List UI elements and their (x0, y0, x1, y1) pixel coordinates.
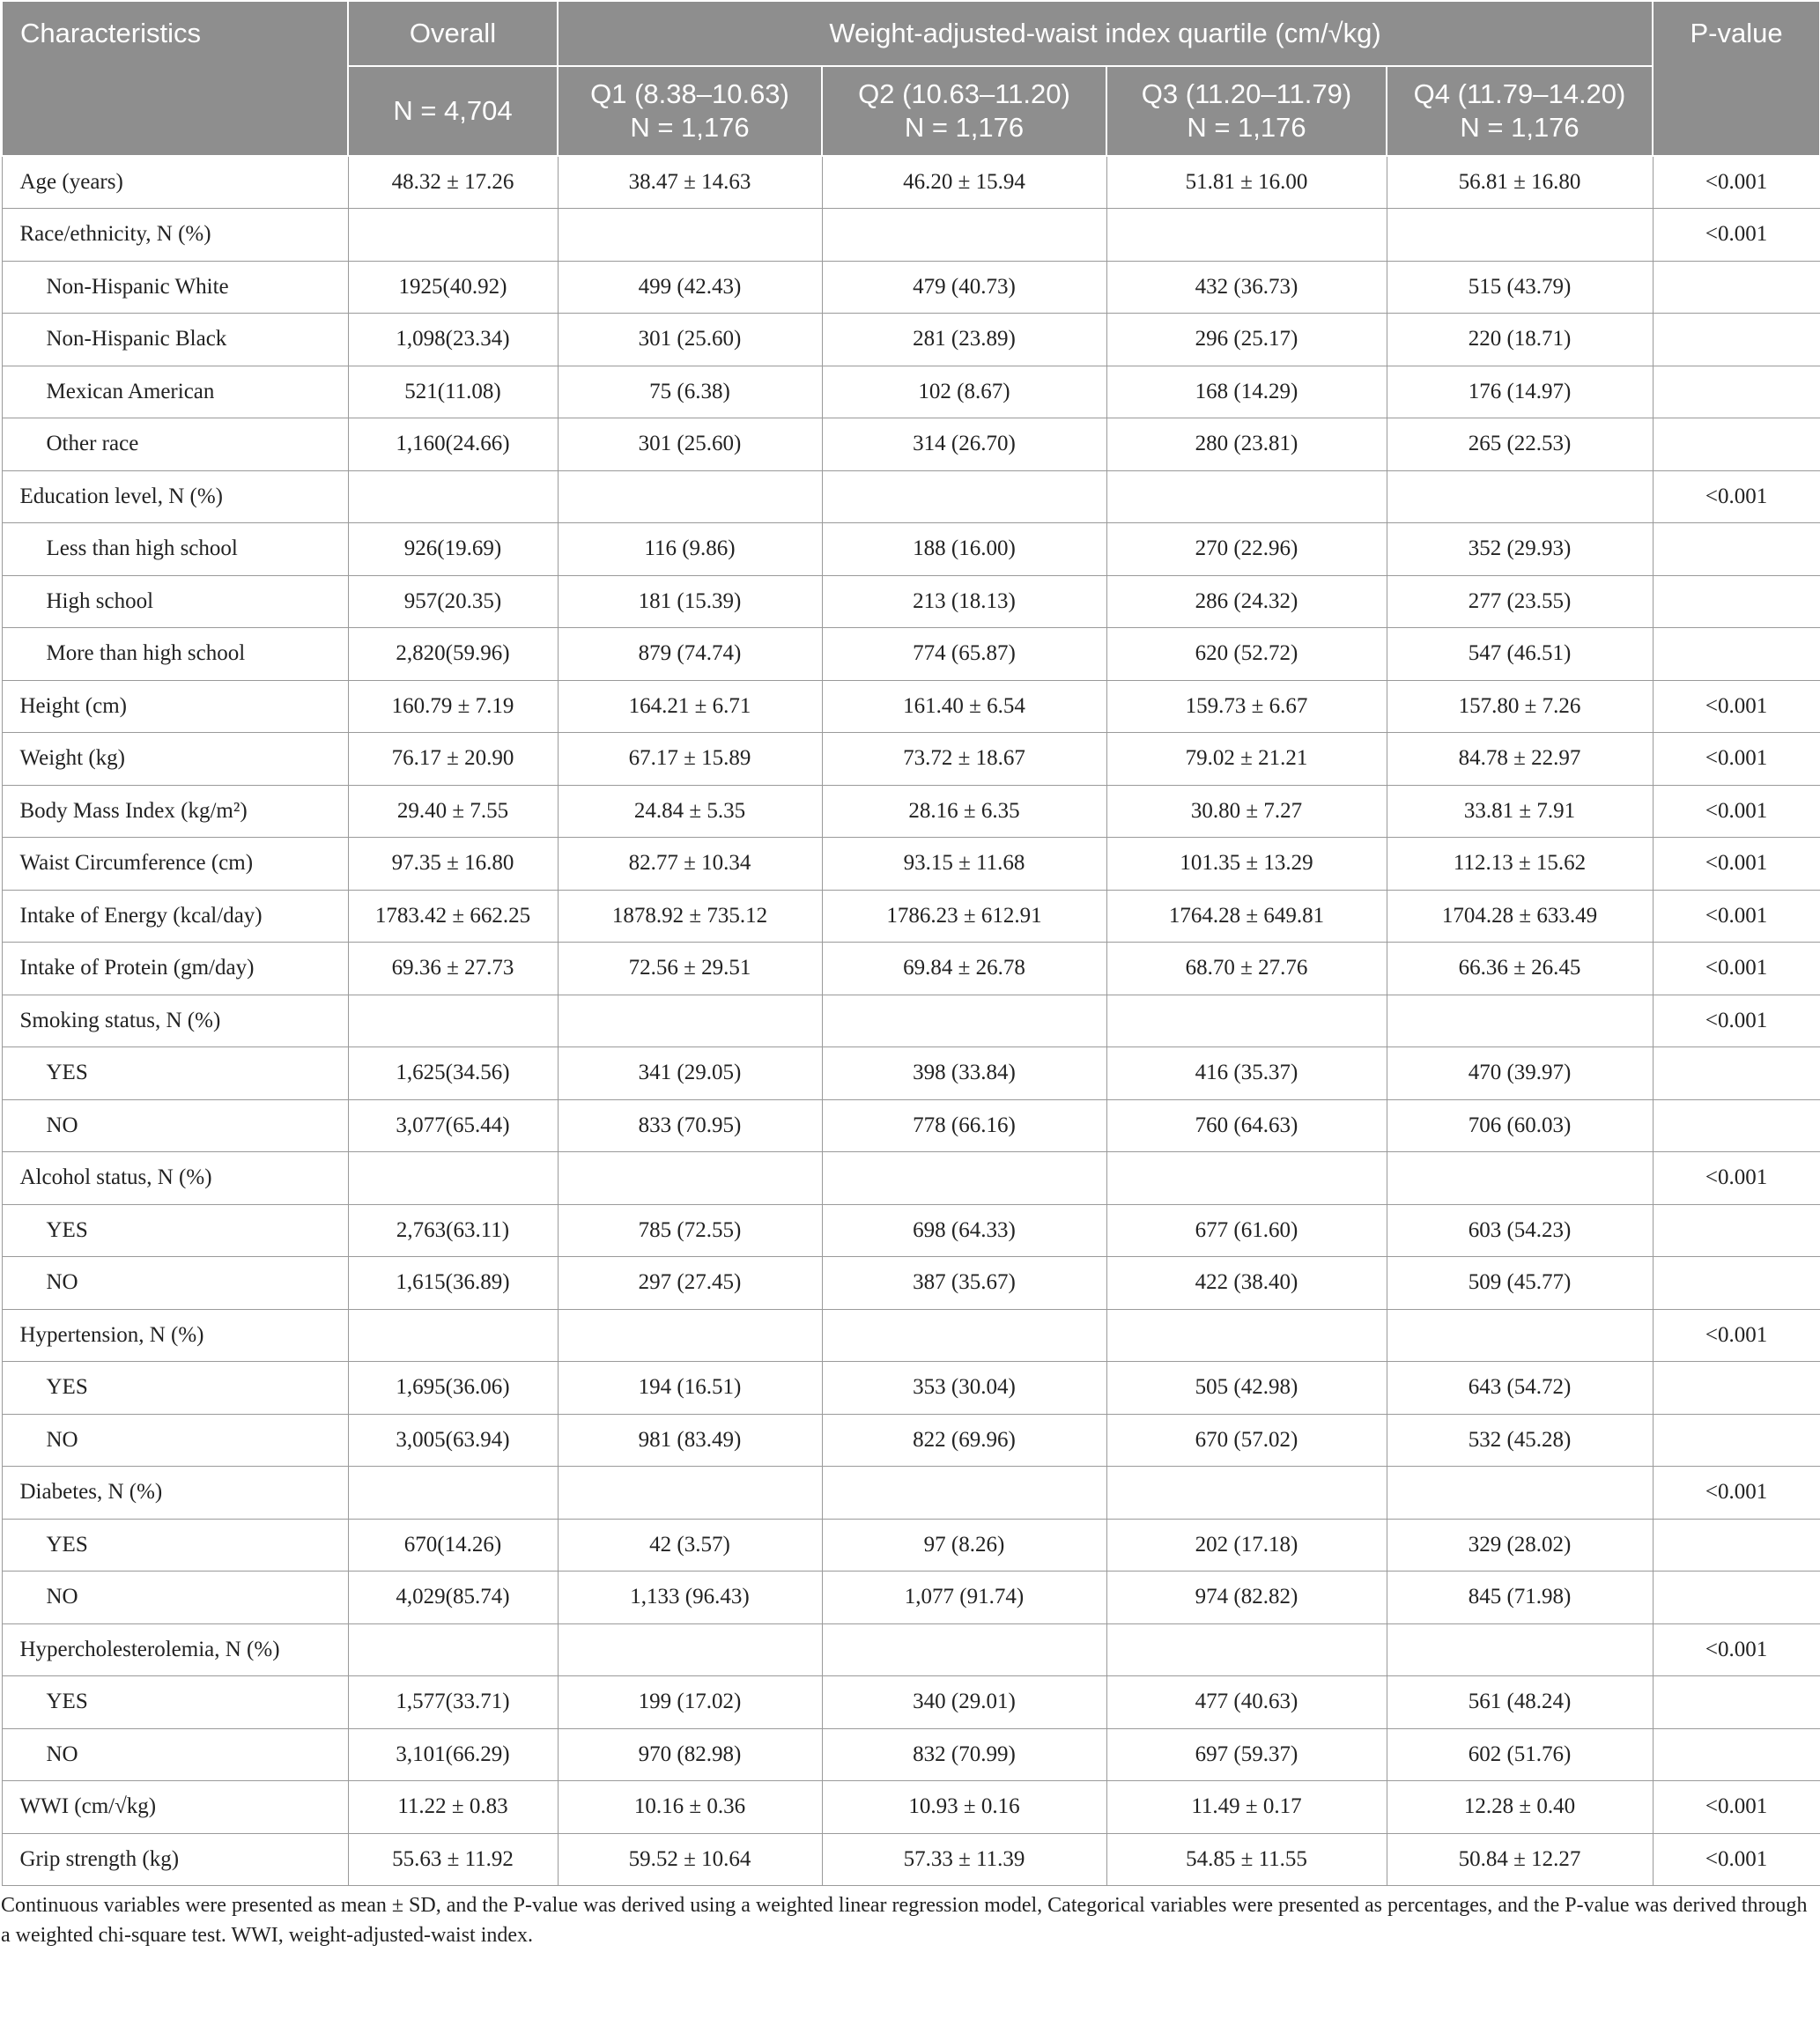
cell-overall: 2,820(59.96) (348, 628, 558, 681)
cell-q1: 10.16 ± 0.36 (558, 1781, 822, 1834)
cell-p-value (1653, 418, 1820, 471)
cell-q1 (558, 1623, 822, 1676)
cell-q1: 981 (83.49) (558, 1414, 822, 1467)
row-label: Body Mass Index (kg/m²) (2, 785, 348, 838)
cell-q4: 602 (51.76) (1387, 1728, 1653, 1781)
cell-q4 (1387, 209, 1653, 262)
cell-overall: 1,160(24.66) (348, 418, 558, 471)
cell-q3: 697 (59.37) (1106, 1728, 1387, 1781)
cell-overall: 1783.42 ± 662.25 (348, 890, 558, 943)
table-row (2, 838, 1820, 891)
cell-q2: 10.93 ± 0.16 (822, 1781, 1106, 1834)
row-label: Waist Circumference (cm) (2, 838, 348, 891)
row-label: Hypertension, N (%) (2, 1309, 348, 1362)
table-header (2, 1, 1820, 156)
cell-q2: 161.40 ± 6.54 (822, 680, 1106, 733)
cell-overall: 670(14.26) (348, 1519, 558, 1572)
cell-p-value: <0.001 (1653, 1623, 1820, 1676)
cell-q4: 66.36 ± 26.45 (1387, 943, 1653, 995)
cell-q3 (1106, 209, 1387, 262)
cell-q1: 24.84 ± 5.35 (558, 785, 822, 838)
cell-overall (348, 995, 558, 1047)
cell-q4: 532 (45.28) (1387, 1414, 1653, 1467)
table-row (2, 1309, 1820, 1362)
table-row (2, 1781, 1820, 1834)
cell-p-value: <0.001 (1653, 470, 1820, 523)
cell-p-value (1653, 1519, 1820, 1572)
row-label: Alcohol status, N (%) (2, 1152, 348, 1205)
cell-p-value: <0.001 (1653, 1833, 1820, 1886)
cell-p-value (1653, 1047, 1820, 1100)
cell-q1: 194 (16.51) (558, 1362, 822, 1415)
row-label: Intake of Energy (kcal/day) (2, 890, 348, 943)
row-label: Education level, N (%) (2, 470, 348, 523)
cell-q2 (822, 1467, 1106, 1520)
row-label: Smoking status, N (%) (2, 995, 348, 1047)
cell-p-value: <0.001 (1653, 156, 1820, 209)
cell-q4: 157.80 ± 7.26 (1387, 680, 1653, 733)
header-p-value: P-value (1653, 1, 1820, 156)
table-row (2, 1257, 1820, 1310)
cell-p-value (1653, 1204, 1820, 1257)
cell-overall: 48.32 ± 17.26 (348, 156, 558, 209)
cell-q1 (558, 470, 822, 523)
table-row (2, 1362, 1820, 1415)
cell-q3: 280 (23.81) (1106, 418, 1387, 471)
cell-q4: 470 (39.97) (1387, 1047, 1653, 1100)
cell-p-value (1653, 261, 1820, 314)
header-wwi-quartile-group: Weight-adjusted-waist index quartile (cm/√kg) (558, 1, 1653, 66)
cell-q3: 296 (25.17) (1106, 314, 1387, 366)
cell-q4: 329 (28.02) (1387, 1519, 1653, 1572)
cell-q2: 46.20 ± 15.94 (822, 156, 1106, 209)
row-label: More than high school (2, 628, 348, 681)
cell-q1: 499 (42.43) (558, 261, 822, 314)
cell-q2: 281 (23.89) (822, 314, 1106, 366)
row-label: NO (2, 1257, 348, 1310)
table-row (2, 1047, 1820, 1100)
header-overall: Overall (348, 1, 558, 66)
row-label: Race/ethnicity, N (%) (2, 209, 348, 262)
cell-q3 (1106, 470, 1387, 523)
cell-q3: 101.35 ± 13.29 (1106, 838, 1387, 891)
cell-q2: 102 (8.67) (822, 366, 1106, 418)
cell-overall: 3,005(63.94) (348, 1414, 558, 1467)
cell-q4: 509 (45.77) (1387, 1257, 1653, 1310)
cell-q3: 202 (17.18) (1106, 1519, 1387, 1572)
row-label: Intake of Protein (gm/day) (2, 943, 348, 995)
cell-q4 (1387, 1152, 1653, 1205)
cell-q3: 11.49 ± 0.17 (1106, 1781, 1387, 1834)
cell-p-value: <0.001 (1653, 943, 1820, 995)
row-label: Other race (2, 418, 348, 471)
cell-q3: 505 (42.98) (1106, 1362, 1387, 1415)
cell-q2: 69.84 ± 26.78 (822, 943, 1106, 995)
cell-overall: 2,763(63.11) (348, 1204, 558, 1257)
cell-p-value: <0.001 (1653, 733, 1820, 786)
cell-q3: 974 (82.82) (1106, 1572, 1387, 1624)
table-row (2, 1467, 1820, 1520)
cell-p-value (1653, 1362, 1820, 1415)
row-label: Weight (kg) (2, 733, 348, 786)
cell-overall (348, 470, 558, 523)
characteristics-table (1, 0, 1820, 1886)
cell-q2: 479 (40.73) (822, 261, 1106, 314)
cell-q3 (1106, 1152, 1387, 1205)
cell-p-value: <0.001 (1653, 785, 1820, 838)
cell-q4: 277 (23.55) (1387, 575, 1653, 628)
cell-q1: 82.77 ± 10.34 (558, 838, 822, 891)
row-label: Less than high school (2, 523, 348, 576)
row-label: YES (2, 1047, 348, 1100)
cell-q2: 188 (16.00) (822, 523, 1106, 576)
cell-q3: 270 (22.96) (1106, 523, 1387, 576)
cell-q4: 112.13 ± 15.62 (1387, 838, 1653, 891)
cell-q1: 341 (29.05) (558, 1047, 822, 1100)
cell-q3: 416 (35.37) (1106, 1047, 1387, 1100)
cell-p-value: <0.001 (1653, 1467, 1820, 1520)
row-label: Height (cm) (2, 680, 348, 733)
cell-p-value: <0.001 (1653, 838, 1820, 891)
cell-q4 (1387, 1623, 1653, 1676)
cell-q4: 706 (60.03) (1387, 1099, 1653, 1152)
table-row (2, 575, 1820, 628)
cell-q2 (822, 209, 1106, 262)
table-row (2, 1204, 1820, 1257)
cell-q3: 54.85 ± 11.55 (1106, 1833, 1387, 1886)
cell-q1: 879 (74.74) (558, 628, 822, 681)
cell-q1 (558, 209, 822, 262)
cell-q4 (1387, 1309, 1653, 1362)
cell-overall: 76.17 ± 20.90 (348, 733, 558, 786)
cell-overall: 55.63 ± 11.92 (348, 1833, 558, 1886)
table-row (2, 1414, 1820, 1467)
table-row (2, 995, 1820, 1047)
cell-q2: 832 (70.99) (822, 1728, 1106, 1781)
cell-p-value (1653, 523, 1820, 576)
row-label: High school (2, 575, 348, 628)
cell-overall: 1925(40.92) (348, 261, 558, 314)
row-label: NO (2, 1728, 348, 1781)
cell-overall: 3,101(66.29) (348, 1728, 558, 1781)
cell-q4: 643 (54.72) (1387, 1362, 1653, 1415)
cell-q4 (1387, 470, 1653, 523)
table-row (2, 733, 1820, 786)
cell-overall: 69.36 ± 27.73 (348, 943, 558, 995)
cell-q3: 286 (24.32) (1106, 575, 1387, 628)
table-row (2, 366, 1820, 418)
cell-p-value (1653, 1414, 1820, 1467)
cell-p-value (1653, 628, 1820, 681)
cell-q2: 387 (35.67) (822, 1257, 1106, 1310)
row-label: NO (2, 1099, 348, 1152)
cell-p-value: <0.001 (1653, 1309, 1820, 1362)
cell-overall (348, 209, 558, 262)
cell-q2: 698 (64.33) (822, 1204, 1106, 1257)
row-label: NO (2, 1414, 348, 1467)
cell-q2 (822, 1623, 1106, 1676)
cell-p-value: <0.001 (1653, 1781, 1820, 1834)
cell-q1 (558, 995, 822, 1047)
cell-p-value: <0.001 (1653, 209, 1820, 262)
cell-overall: 521(11.08) (348, 366, 558, 418)
cell-q4: 33.81 ± 7.91 (1387, 785, 1653, 838)
cell-q2: 822 (69.96) (822, 1414, 1106, 1467)
cell-q3: 760 (64.63) (1106, 1099, 1387, 1152)
cell-q4: 603 (54.23) (1387, 1204, 1653, 1257)
row-label: Non-Hispanic Black (2, 314, 348, 366)
cell-q3: 1764.28 ± 649.81 (1106, 890, 1387, 943)
cell-q2: 213 (18.13) (822, 575, 1106, 628)
row-label: YES (2, 1204, 348, 1257)
cell-q3 (1106, 1623, 1387, 1676)
table-row (2, 523, 1820, 576)
cell-q1: 199 (17.02) (558, 1676, 822, 1729)
cell-q2: 314 (26.70) (822, 418, 1106, 471)
row-label: YES (2, 1362, 348, 1415)
header-quartile (1106, 66, 1387, 156)
cell-q4 (1387, 1467, 1653, 1520)
cell-q3: 422 (38.40) (1106, 1257, 1387, 1310)
cell-q1: 301 (25.60) (558, 314, 822, 366)
cell-overall: 4,029(85.74) (348, 1572, 558, 1624)
cell-overall: 11.22 ± 0.83 (348, 1781, 558, 1834)
cell-q3: 670 (57.02) (1106, 1414, 1387, 1467)
header-quartile (1387, 66, 1653, 156)
cell-overall: 160.79 ± 7.19 (348, 680, 558, 733)
cell-q1: 833 (70.95) (558, 1099, 822, 1152)
cell-overall: 1,577(33.71) (348, 1676, 558, 1729)
cell-q1 (558, 1152, 822, 1205)
quartile-n: N = 1,176 (1187, 112, 1306, 143)
cell-overall: 926(19.69) (348, 523, 558, 576)
cell-q1: 970 (82.98) (558, 1728, 822, 1781)
cell-q1: 301 (25.60) (558, 418, 822, 471)
table-row (2, 1572, 1820, 1624)
cell-q3: 677 (61.60) (1106, 1204, 1387, 1257)
header-characteristics: Characteristics (2, 1, 348, 156)
cell-p-value (1653, 1728, 1820, 1781)
cell-q4: 265 (22.53) (1387, 418, 1653, 471)
table-row (2, 1152, 1820, 1205)
cell-q2: 28.16 ± 6.35 (822, 785, 1106, 838)
cell-p-value: <0.001 (1653, 995, 1820, 1047)
cell-q1 (558, 1309, 822, 1362)
quartile-range: Q2 (10.63–11.20) (858, 78, 1070, 109)
cell-overall: 1,615(36.89) (348, 1257, 558, 1310)
cell-q3: 51.81 ± 16.00 (1106, 156, 1387, 209)
cell-q2: 57.33 ± 11.39 (822, 1833, 1106, 1886)
cell-q2: 774 (65.87) (822, 628, 1106, 681)
cell-q1: 42 (3.57) (558, 1519, 822, 1572)
cell-q2: 353 (30.04) (822, 1362, 1106, 1415)
cell-q2: 778 (66.16) (822, 1099, 1106, 1152)
cell-q2 (822, 470, 1106, 523)
quartile-n: N = 1,176 (904, 112, 1025, 143)
cell-p-value (1653, 1257, 1820, 1310)
table-row (2, 1833, 1820, 1886)
cell-q1: 785 (72.55) (558, 1204, 822, 1257)
header-quartile (822, 66, 1106, 156)
cell-q4: 176 (14.97) (1387, 366, 1653, 418)
quartile-range: Q4 (11.79–14.20) (1413, 78, 1626, 109)
cell-q1: 297 (27.45) (558, 1257, 822, 1310)
cell-p-value (1653, 1099, 1820, 1152)
quartile-n: N = 1,176 (630, 112, 750, 143)
cell-q3 (1106, 995, 1387, 1047)
cell-p-value (1653, 1676, 1820, 1729)
cell-q2: 97 (8.26) (822, 1519, 1106, 1572)
quartile-range: Q1 (8.38–10.63) (590, 78, 789, 109)
cell-p-value (1653, 314, 1820, 366)
cell-q1: 38.47 ± 14.63 (558, 156, 822, 209)
header-overall-n: N = 4,704 (348, 66, 558, 156)
cell-q3 (1106, 1467, 1387, 1520)
table-row (2, 418, 1820, 471)
table-row (2, 1519, 1820, 1572)
table-row (2, 156, 1820, 209)
cell-overall: 1,625(34.56) (348, 1047, 558, 1100)
row-label: Non-Hispanic White (2, 261, 348, 314)
row-label: Grip strength (kg) (2, 1833, 348, 1886)
cell-overall: 1,098(23.34) (348, 314, 558, 366)
cell-q4 (1387, 995, 1653, 1047)
cell-q2: 340 (29.01) (822, 1676, 1106, 1729)
cell-q2: 1786.23 ± 612.91 (822, 890, 1106, 943)
table-row (2, 209, 1820, 262)
cell-q4: 220 (18.71) (1387, 314, 1653, 366)
cell-q1: 59.52 ± 10.64 (558, 1833, 822, 1886)
cell-q3: 477 (40.63) (1106, 1676, 1387, 1729)
table-row (2, 1623, 1820, 1676)
cell-q2: 398 (33.84) (822, 1047, 1106, 1100)
table-row (2, 314, 1820, 366)
table-row (2, 680, 1820, 733)
row-label: Hypercholesterolemia, N (%) (2, 1623, 348, 1676)
cell-q3: 620 (52.72) (1106, 628, 1387, 681)
cell-q4: 50.84 ± 12.27 (1387, 1833, 1653, 1886)
table-row (2, 628, 1820, 681)
row-label: NO (2, 1572, 348, 1624)
cell-q4: 84.78 ± 22.97 (1387, 733, 1653, 786)
cell-overall: 29.40 ± 7.55 (348, 785, 558, 838)
cell-q1: 72.56 ± 29.51 (558, 943, 822, 995)
cell-q2: 1,077 (91.74) (822, 1572, 1106, 1624)
cell-q4: 845 (71.98) (1387, 1572, 1653, 1624)
cell-q4: 547 (46.51) (1387, 628, 1653, 681)
table-footnote: Continuous variables were presented as mean ± SD, and the P-value was derived using a weighted linear regression model, Categorical variables were presented as percentages, and the P-value was derived through a weighted chi-square test. WWI, weight-adjusted-waist index. (1, 1894, 1808, 1947)
row-label: WWI (cm/√kg) (2, 1781, 348, 1834)
cell-overall: 97.35 ± 16.80 (348, 838, 558, 891)
row-label: Diabetes, N (%) (2, 1467, 348, 1520)
cell-q1: 181 (15.39) (558, 575, 822, 628)
cell-q4: 561 (48.24) (1387, 1676, 1653, 1729)
row-label: Age (years) (2, 156, 348, 209)
cell-q3: 159.73 ± 6.67 (1106, 680, 1387, 733)
cell-q4: 352 (29.93) (1387, 523, 1653, 576)
cell-q1: 116 (9.86) (558, 523, 822, 576)
cell-q4: 56.81 ± 16.80 (1387, 156, 1653, 209)
cell-overall (348, 1623, 558, 1676)
cell-q2 (822, 1309, 1106, 1362)
cell-overall: 1,695(36.06) (348, 1362, 558, 1415)
cell-p-value (1653, 575, 1820, 628)
cell-q1: 164.21 ± 6.71 (558, 680, 822, 733)
table-row (2, 261, 1820, 314)
table-row (2, 1676, 1820, 1729)
cell-q3: 30.80 ± 7.27 (1106, 785, 1387, 838)
table-row (2, 943, 1820, 995)
cell-q4: 515 (43.79) (1387, 261, 1653, 314)
cell-q3: 68.70 ± 27.76 (1106, 943, 1387, 995)
cell-p-value: <0.001 (1653, 1152, 1820, 1205)
cell-overall (348, 1467, 558, 1520)
table-body (2, 156, 1820, 1886)
cell-q4: 12.28 ± 0.40 (1387, 1781, 1653, 1834)
table-row (2, 1099, 1820, 1152)
header-quartile (558, 66, 822, 156)
row-label: YES (2, 1676, 348, 1729)
cell-q3 (1106, 1309, 1387, 1362)
cell-q1: 1878.92 ± 735.12 (558, 890, 822, 943)
cell-q3: 79.02 ± 21.21 (1106, 733, 1387, 786)
table-row (2, 470, 1820, 523)
cell-q1: 1,133 (96.43) (558, 1572, 822, 1624)
cell-overall: 3,077(65.44) (348, 1099, 558, 1152)
table-row (2, 1728, 1820, 1781)
cell-q1: 67.17 ± 15.89 (558, 733, 822, 786)
row-label: Mexican American (2, 366, 348, 418)
quartile-range: Q3 (11.20–11.79) (1141, 78, 1352, 109)
cell-p-value (1653, 366, 1820, 418)
cell-q1 (558, 1467, 822, 1520)
cell-p-value: <0.001 (1653, 680, 1820, 733)
cell-q2: 73.72 ± 18.67 (822, 733, 1106, 786)
cell-overall: 957(20.35) (348, 575, 558, 628)
cell-q2 (822, 1152, 1106, 1205)
cell-p-value (1653, 1572, 1820, 1624)
quartile-n: N = 1,176 (1460, 112, 1580, 143)
cell-q3: 432 (36.73) (1106, 261, 1387, 314)
cell-overall (348, 1309, 558, 1362)
table-row (2, 785, 1820, 838)
cell-overall (348, 1152, 558, 1205)
cell-p-value: <0.001 (1653, 890, 1820, 943)
cell-q2 (822, 995, 1106, 1047)
cell-q4: 1704.28 ± 633.49 (1387, 890, 1653, 943)
cell-q1: 75 (6.38) (558, 366, 822, 418)
row-label: YES (2, 1519, 348, 1572)
cell-q3: 168 (14.29) (1106, 366, 1387, 418)
cell-q2: 93.15 ± 11.68 (822, 838, 1106, 891)
table-row (2, 890, 1820, 943)
